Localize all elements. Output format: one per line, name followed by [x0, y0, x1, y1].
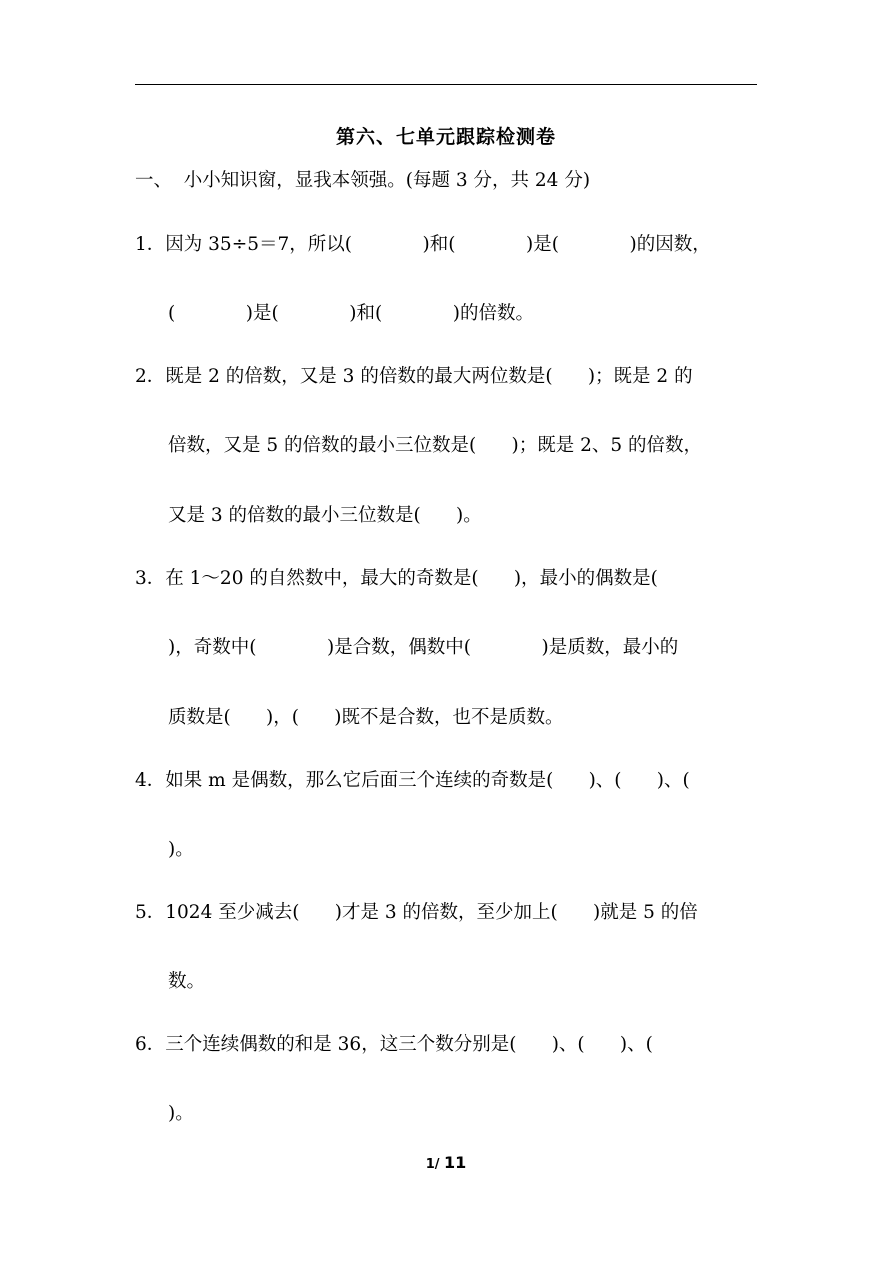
page-current: 1/ [425, 1157, 440, 1172]
question-line: )。 [168, 1103, 194, 1124]
question-line: 4．如果 m 是偶数，那么它后面三个连续的奇数是( )、( )、( [135, 770, 690, 791]
question-line: 5．1024 至少减去( )才是 3 的倍数，至少加上( )就是 5 的倍 [135, 902, 698, 923]
question-line: 3．在 1～20 的自然数中，最大的奇数是( )，最小的偶数是( [135, 568, 658, 589]
question-line: 又是 3 的倍数的最小三位数是( )。 [168, 505, 482, 526]
question-line: ( )是( )和( )的倍数。 [168, 303, 535, 324]
section-heading: 一、 小小知识窗，显我本领强。(每题 3 分，共 24 分) [135, 170, 591, 191]
question-line: 质数是( )，( )既不是合数，也不是质数。 [168, 707, 564, 728]
question-line: )，奇数中( )是合数，偶数中( )是质数，最小的 [168, 637, 679, 658]
question-line: 倍数，又是 5 的倍数的最小三位数是( )；既是 2、5 的倍数， [168, 435, 703, 456]
question-line: 1．因为 35÷5＝7，所以( )和( )是( )的因数， [135, 234, 711, 255]
page-total: 11 [444, 1153, 467, 1172]
question-line: 2．既是 2 的倍数，又是 3 的倍数的最大两位数是( )；既是 2 的 [135, 366, 693, 387]
page-title: 第六、七单元跟踪检测卷 [335, 126, 556, 148]
question-line: 数。 [168, 971, 206, 992]
header-rule [135, 84, 757, 85]
question-line: 6．三个连续偶数的和是 36，这三个数分别是( )、( )、( [135, 1034, 653, 1055]
page-number [0, 1153, 892, 1172]
question-line: )。 [168, 839, 194, 860]
